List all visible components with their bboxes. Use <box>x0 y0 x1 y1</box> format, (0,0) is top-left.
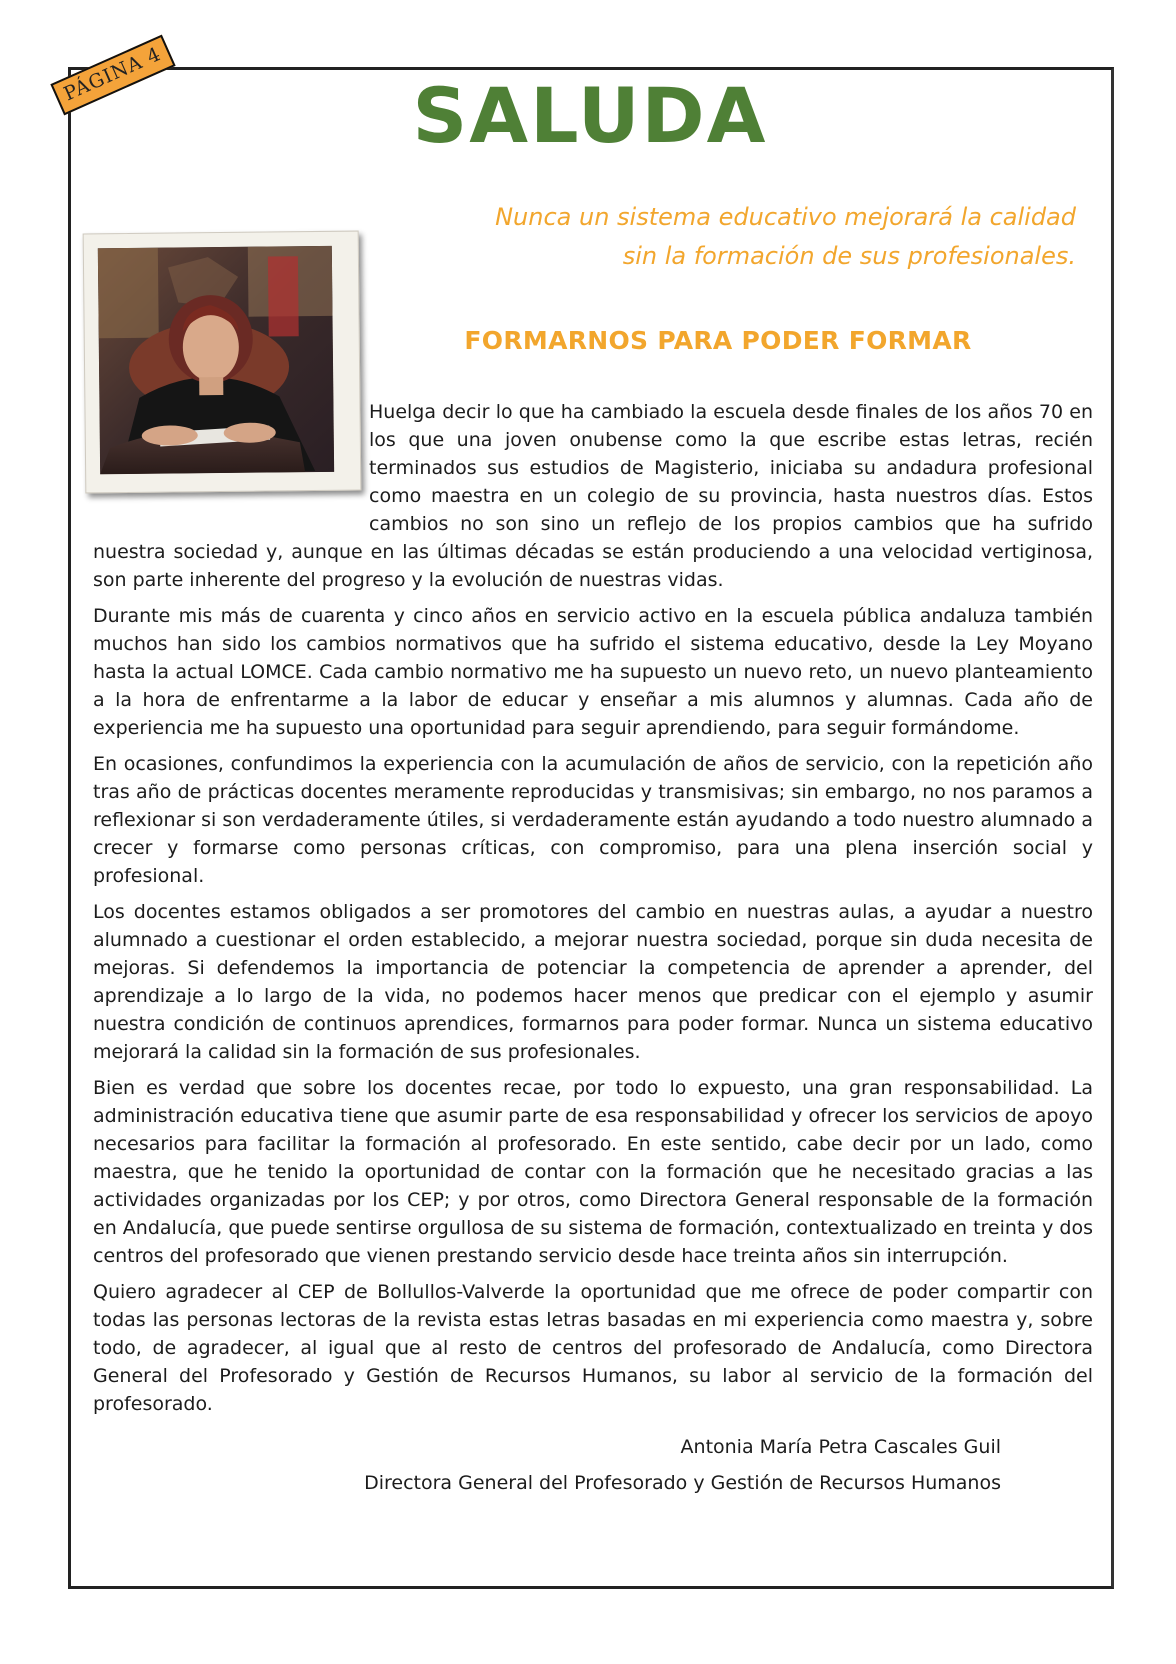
paragraph: Bien es verdad que sobre los docentes recae, por todo lo expuesto, una gran responsabilidad. La administración educativa tiene que asumir parte de esa responsabilidad y ofrecer los servicios de apoyo necesarios para facilitar la formación al profesorado. En este sentido, cabe decir por un lado, como maestra, que he tenido la oportunidad de contar con la formación que he necesitado gracias a las actividades organizadas por los CEP; y por otros, como Directora General responsable de la formación en Andalucía, que puede sentirse orgullosa de su sistema de formación, contextualizado en treinta y dos centros del profesorado que vienen prestando servicio desde hace treinta años sin interrupción. <box>93 1077 1093 1267</box>
paragraph: Huelga decir lo que ha cambiado la escuela desde finales de los años 70 en los que una joven onubense como la que escribe estas letras, recién terminados sus estudios de Magisterio, iniciaba su andadura profesional como maestra en un colegio de su provincia, hasta nuestros días. Estos cambios no son sino un reflejo de los propios cambios que ha sufrido nuestra sociedad y, aunque en las últimas décadas se están produciendo a una velocidad vertiginosa, son parte inherente del progreso y la evolución de nuestras vidas. <box>93 401 1093 591</box>
paragraph: Durante mis más de cuarenta y cinco años en servicio activo en la escuela pública andaluza también muchos han sido los cambios normativos que ha sufrido el sistema educativo, desde la Ley Moyano hasta la actual LOMCE. Cada cambio normativo me ha supuesto un nuevo reto, un nuevo planteamiento a la hora de enfrentarme a la labor de educar y enseñar a mis alumnos y alumnas. Cada año de experiencia me ha supuesto una oportunidad para seguir aprendiendo, para seguir formándome. <box>93 605 1093 739</box>
quote-line-1: Nunca un sistema educativo mejorará la calidad <box>495 203 1076 231</box>
paragraph: Quiero agradecer al CEP de Bollullos-Valverde la oportunidad que me ofrece de poder compartir con todas las personas lectoras de la revista estas letras basadas en mi experiencia como maestra y, sobre todo, de agradecer, al igual que al resto de centros del profesorado de Andalucía, como Directora General del Profesorado y Gestión de Recursos Humanos, su labor al servicio de la formación del profesorado. <box>93 1281 1093 1415</box>
signature-role: Directora General del Profesorado y Gestión de Recursos Humanos <box>364 1472 1001 1494</box>
paragraph: En ocasiones, confundimos la experiencia con la acumulación de años de servicio, con la repetición año tras año de prácticas docentes meramente reproducidas y transmisivas; sin embargo, no nos paramos a reflexionar si son verdaderamente útiles, si verdaderamente están ayudando a todo nuestro alumnado a crecer y formarse como personas críticas, con compromiso, para una plena inserción social y profesional. <box>93 753 1093 887</box>
pull-quote <box>476 198 1076 276</box>
quote-line-2: sin la formación de sus profesionales. <box>622 242 1076 270</box>
photo-wrap-spacer <box>93 398 369 526</box>
article-body <box>93 398 1093 1426</box>
page-number-tag: PÁGINA 4 <box>50 35 175 116</box>
page-title: SALUDA <box>412 71 768 160</box>
paragraph: Los docentes estamos obligados a ser promotores del cambio en nuestras aulas, a ayudar a nuestro alumnado a cuestionar el orden establecido, a mejorar nuestra sociedad, porque sin duda necesita de mejoras. Si defendemos la importancia de potenciar la competencia de aprender a aprender, del aprendizaje a lo largo de la vida, no podemos hacer menos que predicar con el ejemplo y asumir nuestra condición de continuos aprendices, formarnos para poder formar. Nunca un sistema educativo mejorará la calidad sin la formación de sus profesionales. <box>93 901 1093 1063</box>
signature-name: Antonia María Petra Cascales Guil <box>680 1436 1001 1458</box>
section-heading: FORMARNOS PARA PODER FORMAR <box>464 326 972 355</box>
